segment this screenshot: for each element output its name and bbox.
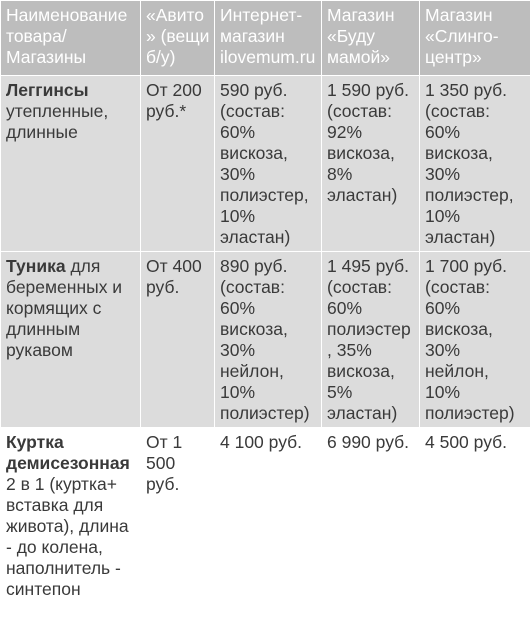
avito-price: От 200 руб.*: [141, 76, 215, 252]
header-product-stores: Наименование товара/ Магазины: [1, 1, 141, 76]
budu-mamoi-price: 6 990 руб.: [322, 428, 420, 604]
product-cell: [1, 76, 141, 252]
product-description: 2 в 1 (куртка+ вставка для живота), длина - до колена, наполнитель - синтепон: [6, 474, 129, 599]
table-header-row: [1, 1, 530, 76]
header-avito: «Авито» (вещи б/у): [141, 1, 215, 76]
table-row: [1, 252, 530, 428]
ilovemum-price: 590 руб. (состав: 60% вискоза, 30% полиэстер, 10% эластан): [215, 76, 322, 252]
slingo-center-price: 4 500 руб.: [420, 428, 530, 604]
slingo-center-price: 1 700 руб. (состав: 60% вискоза, 30% нейлон, 10% полиэстер): [420, 252, 530, 428]
product-name: Леггинсы: [6, 80, 89, 100]
product-name: Туника: [6, 256, 66, 276]
slingo-center-price: 1 350 руб. (состав: 60% вискоза, 30% полиэстер, 10% эластан): [420, 76, 530, 252]
ilovemum-price: 4 100 руб.: [215, 428, 322, 604]
header-slingo-center: Магазин «Слинго-центр»: [420, 1, 530, 76]
product-cell: [1, 252, 141, 428]
product-description: для беременных и кормящих с длинным рукавом: [6, 256, 123, 360]
header-ilovemum: Интернет-магазин ilovemum.ru: [215, 1, 322, 76]
product-cell: [1, 428, 141, 604]
ilovemum-price: 890 руб. (состав: 60% вискоза, 30% нейлон, 10% полиэстер): [215, 252, 322, 428]
header-budu-mamoi: Магазин «Буду мамой»: [322, 1, 420, 76]
budu-mamoi-price: 1 495 руб. (состав: 60% полиэстер, 35% вискоза, 5% эластан): [322, 252, 420, 428]
product-description: утепленные, длинные: [6, 101, 109, 142]
avito-price: От 400 руб.: [141, 252, 215, 428]
budu-mamoi-price: 1 590 руб. (состав: 92% вискоза, 8% эластан): [322, 76, 420, 252]
avito-price: От 1 500 руб.: [141, 428, 215, 604]
table-row: [1, 76, 530, 252]
table-row: [1, 428, 530, 604]
product-name: Куртка демисезонная: [6, 432, 130, 473]
